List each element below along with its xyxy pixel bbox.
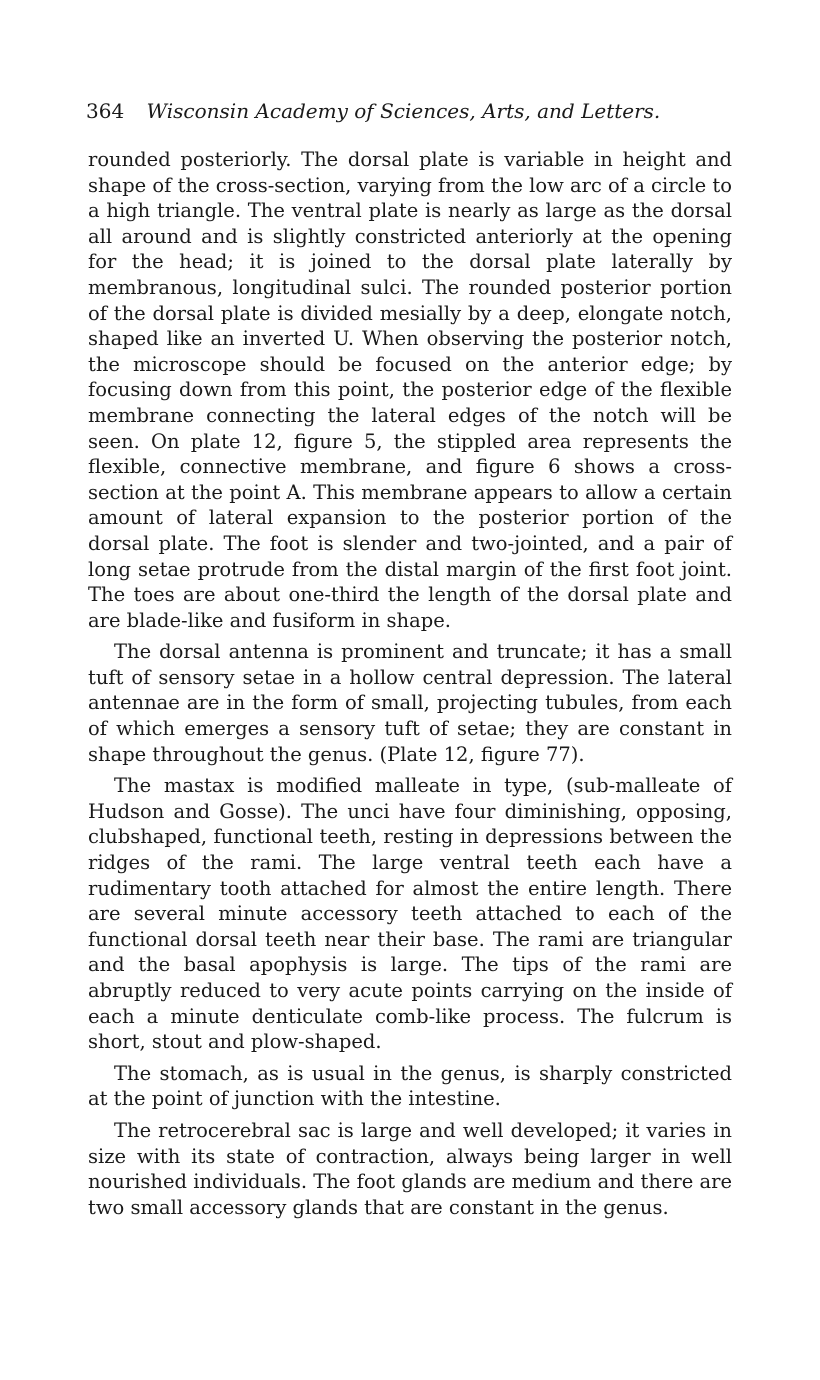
paragraph-stomach: The stomach, as is usual in the genus, is sharply constricted at the point of junction with the intestine. bbox=[88, 1061, 732, 1111]
paragraph-antennae: The dorsal antenna is prominent and truncate; it has a small tuft of sensory setae in a hollow central depression. The lateral antennae are in the form of small, projecting tubules, from each of which emerges a sensory tuft of setae; they are constant in shape throughout the genus. (Plate 12, figure 77). bbox=[88, 640, 732, 766]
journal-title: Wisconsin Academy of Sciences, Arts, and Letters. bbox=[146, 99, 661, 123]
paragraph-continued: rounded posteriorly. The dorsal plate is variable in height and shape of the cross-section, varying from the low arc of a circle to a high triangle. The ventral plate is nearly as large as the dorsal all around and is slightly constricted anteriorly at the opening for the head; it is joined to the dorsal plate laterally by membranous, longitudinal sulci. The rounded posterior portion of the dorsal plate is divided mesially by a deep, elongate notch, shaped like an inverted U. When observing the posterior notch, the microscope should be focused on the anterior edge; by focusing down from this point, the posterior edge of the flexible membrane connecting the lateral edges of the notch will be seen. On plate 12, figure 5, the stippled area represents the flexible, connective membrane, and figure 6 shows a cross-section at the point A. This membrane appears to allow a certain amount of lateral expansion to the posterior portion of the dorsal plate. The foot is slender and two-jointed, and a pair of long setae protrude from the distal margin of the first foot joint. The toes are about one-third the length of the dorsal plate and are blade-like and fusiform in shape. bbox=[88, 148, 732, 632]
paragraph-retrocerebral-sac: The retrocerebral sac is large and well developed; it varies in size with its state of contraction, always being larger in well nourished individuals. The foot glands are medium and there are two small accessory glands that are constant in the genus. bbox=[88, 1118, 732, 1219]
body-text bbox=[88, 147, 732, 1226]
page-number: 364 bbox=[86, 99, 125, 123]
running-head bbox=[86, 96, 736, 126]
paragraph-mastax: The mastax is modified malleate in type, (sub-malleate of Hudson and Gosse). The unci have four diminishing, opposing, clubshaped, functional teeth, resting in depressions between the ridges of the rami. The large ventral teeth each have a rudimentary tooth attached for almost the entire length. There are several minute accessory teeth attached to each of the functional dorsal teeth near their base. The rami are triangular and the basal apophysis is large. The tips of the rami are abruptly reduced to very acute points carrying on the inside of each a minute denticulate comb-like process. The fulcrum is short, stout and plow-shaped. bbox=[88, 774, 732, 1054]
